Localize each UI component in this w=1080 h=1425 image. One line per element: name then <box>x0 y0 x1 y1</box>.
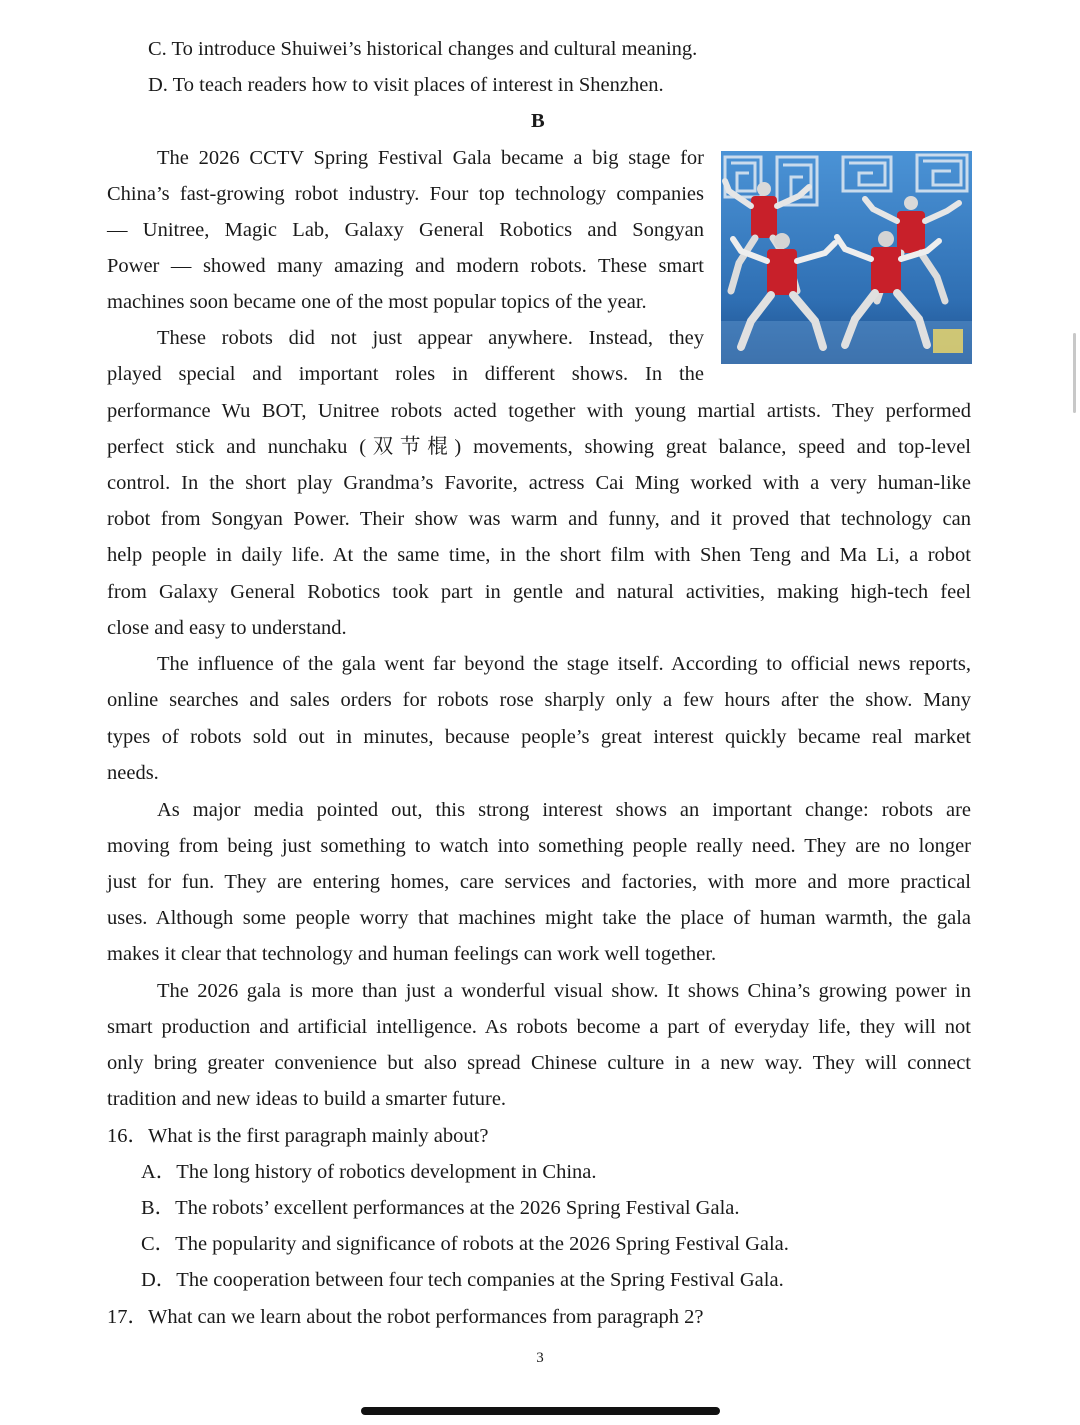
passage-p5-line-1: The 2026 gala is more than just a wonderful visual show. It shows China’s growing power in <box>157 980 971 1002</box>
home-indicator[interactable] <box>361 1407 720 1415</box>
passage-p2-line-7: help people in daily life. At the same time, in the short film with Shen Teng and Ma Li, a robot <box>107 544 971 566</box>
passage-p5-line-3: only bring greater convenience but also spread Chinese culture in a new way. They will connect <box>107 1052 971 1074</box>
passage-p5-line-2: smart production and artificial intelligence. As robots become a part of everyday life, they will not <box>107 1016 971 1038</box>
q15-option-d: D. To teach readers how to visit places of interest in Shenzhen. <box>148 74 664 96</box>
passage-p4-line-2: moving from being just something to watch into something people really need. They are no longer <box>107 835 971 857</box>
passage-p2-line-6: robot from Songyan Power. Their show was warm and funny, and it proved that technology can <box>107 508 971 530</box>
passage-p3-line-3: types of robots sold out in minutes, because people’s great interest quickly became real market <box>107 726 971 748</box>
q16-option-b: B．The robots’ excellent performances at the 2026 Spring Festival Gala. <box>141 1197 740 1219</box>
q16-option-a: A．The long history of robotics development in China. <box>141 1161 597 1183</box>
q16-stem: 16．What is the first paragraph mainly about? <box>107 1125 489 1147</box>
passage-p2-line-3: performance Wu BOT, Unitree robots acted together with young martial artists. They performed <box>107 400 971 422</box>
passage-p5-line-4: tradition and new ideas to build a smarter future. <box>107 1088 507 1110</box>
q15-option-c: C. To introduce Shuiwei’s historical changes and cultural meaning. <box>148 38 698 60</box>
passage-p4-line-3: just for fun. They are entering homes, care services and factories, with more and more practical <box>107 871 971 893</box>
passage-p1-line-1: The 2026 CCTV Spring Festival Gala became a big stage for <box>157 147 704 169</box>
passage-p4-line-1: As major media pointed out, this strong interest shows an important change: robots are <box>157 799 971 821</box>
robot-performance-photo <box>721 151 972 364</box>
passage-p1-line-5: machines soon became one of the most popular topics of the year. <box>107 291 647 313</box>
scrollbar[interactable] <box>1073 333 1076 413</box>
q16-option-c: C．The popularity and significance of robots at the 2026 Spring Festival Gala. <box>141 1233 789 1255</box>
passage-p2-line-2: played special and important roles in different shows. In the <box>107 363 704 385</box>
passage-p3-line-2: online searches and sales orders for robots rose sharply only a few hours after the show. Many <box>107 689 971 711</box>
passage-p1-line-2: China’s fast-growing robot industry. Four top technology companies <box>107 183 704 205</box>
passage-p1-line-4: Power — showed many amazing and modern robots. These smart <box>107 255 704 277</box>
passage-p4-line-4: uses. Although some people worry that machines might take the place of human warmth, the gala <box>107 907 971 929</box>
q17-stem: 17．What can we learn about the robot performances from paragraph 2? <box>107 1306 704 1328</box>
passage-p3-line-4: needs. <box>107 762 159 784</box>
passage-p2-line-4: perfect stick and nunchaku (双节棍) movements, showing great balance, speed and top-level <box>107 436 971 458</box>
page-number: 3 <box>536 1350 544 1366</box>
passage-p2-line-8: from Galaxy General Robotics took part in gentle and natural activities, making high-tech feel <box>107 581 971 603</box>
passage-p1-line-3: — Unitree, Magic Lab, Galaxy General Robotics and Songyan <box>107 219 704 241</box>
passage-p3-line-1: The influence of the gala went far beyond the stage itself. According to official news reports, <box>157 653 971 675</box>
q16-option-d: D．The cooperation between four tech companies at the Spring Festival Gala. <box>141 1269 784 1291</box>
passage-p2-line-9: close and easy to understand. <box>107 617 347 639</box>
section-label: B <box>531 110 545 132</box>
passage-p4-line-5: makes it clear that technology and human feelings can work well together. <box>107 943 717 965</box>
passage-p2-line-1: These robots did not just appear anywhere. Instead, they <box>157 327 704 349</box>
passage-p2-line-5: control. In the short play Grandma’s Favorite, actress Cai Ming worked with a very human-like <box>107 472 971 494</box>
